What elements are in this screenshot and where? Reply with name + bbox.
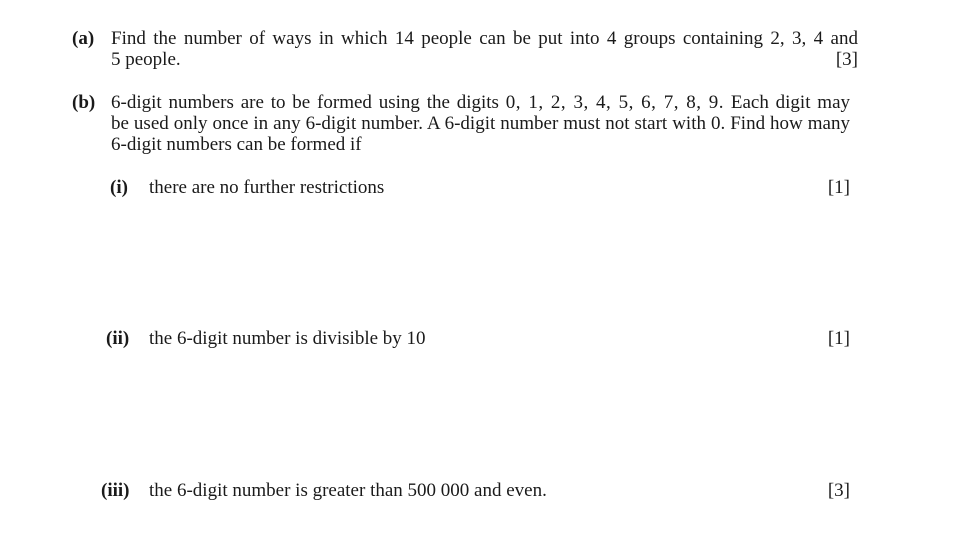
- sub-i-label: (i): [110, 177, 128, 198]
- part-a-label: (a): [72, 28, 95, 49]
- part-b-line-1: [111, 92, 850, 113]
- sub-ii-label: (ii): [106, 328, 130, 349]
- part-b-label: (b): [72, 92, 96, 113]
- sub-i-marks: [1]: [827, 177, 850, 198]
- part-b-line-3: 6-digit numbers can be formed if: [111, 134, 362, 155]
- part-a-line-1: Find the number of ways in which 14 people can be put into 4 groups containing 2, 3, 4 and: [111, 28, 858, 49]
- part-a-line-2: 5 people.: [111, 49, 181, 70]
- sub-iii-marks: [3]: [827, 480, 850, 501]
- part-b-line-2: be used only once in any 6-digit number. A 6-digit number must not start with 0. Find how many: [111, 113, 850, 134]
- sub-ii-marks: [1]: [827, 328, 850, 349]
- part-b-line-1-suffix: Each digit may: [730, 92, 851, 113]
- part-b-line-1-prefix: 6-digit numbers are to be formed using the digits: [111, 92, 499, 113]
- part-b-digits: 0, 1, 2, 3, 4, 5, 6, 7, 8, 9.: [505, 92, 725, 113]
- part-a-marks: [3]: [835, 49, 858, 70]
- sub-iii-text: the 6-digit number is greater than 500 000 and even.: [149, 480, 547, 501]
- sub-iii-label: (iii): [101, 480, 130, 501]
- sub-ii-text: the 6-digit number is divisible by 10: [149, 328, 426, 349]
- sub-i-text: there are no further restrictions: [149, 177, 385, 198]
